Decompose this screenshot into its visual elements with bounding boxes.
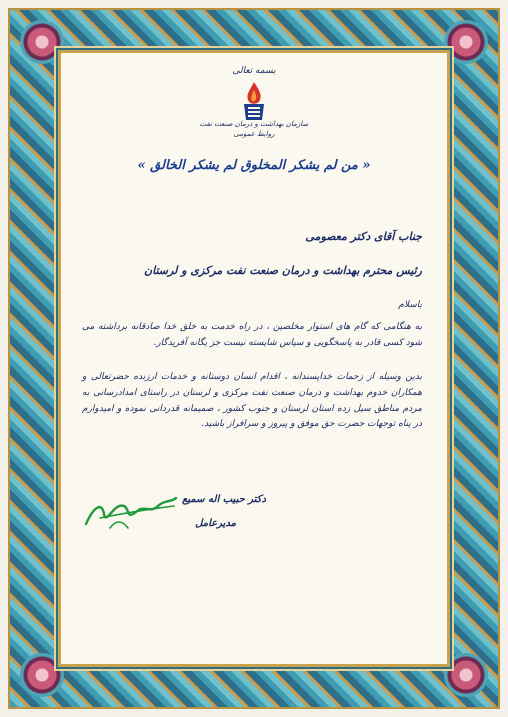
signer-title: مدیرعامل [195, 518, 236, 529]
corner-ornament-bottom-right [444, 653, 488, 697]
department-name: روابط عمومی [233, 130, 275, 138]
organization-name: سازمان بهداشت و درمان صنعت نفت [199, 120, 309, 128]
basmala-text: بسمه تعالی [232, 66, 276, 76]
company-logo-icon [240, 80, 268, 122]
recipient-salutation: جناب آقای دکتر معصومی [305, 230, 422, 243]
letter-paragraph-2: بدین وسیله از زحمات خداپسندانه ، اقدام انسان دوستانه و خدمات ارزنده حضرتعالی و همکاران خدوم بهداشت و درمان صنعت نفت مرکزی و لرستان در راستای امدادرسانی به مردم مناطق سیل زده استان لرستان و جنوب کشور ، صمیمانه قدردانی نموده و امیدوارم در پناه توجهات حضرت حق موفق و پیروز و سرافراز باشید. [82, 372, 422, 430]
greeting-text: باسلام [398, 300, 422, 310]
letter-paragraph-1: به هنگامی که گام های استوار مخلصین ، در راه خدمت به خلق خدا صادقانه برداشته می شود کسی قادر به پاسخگویی و سپاس شایسته نیست جز یگانه آفریدگار. [82, 322, 422, 348]
corner-ornament-top-right [444, 20, 488, 64]
letter-content [72, 62, 436, 658]
signer-name: دکتر حبیب اله سمیع [182, 494, 266, 505]
recipient-title: رئیس محترم بهداشت و درمان صنعت نفت مرکزی و لرستان [144, 264, 422, 277]
handwritten-signature [80, 484, 180, 534]
motto-heading: « من لم یشکر المخلوق لم یشکر الخالق » [137, 158, 371, 173]
